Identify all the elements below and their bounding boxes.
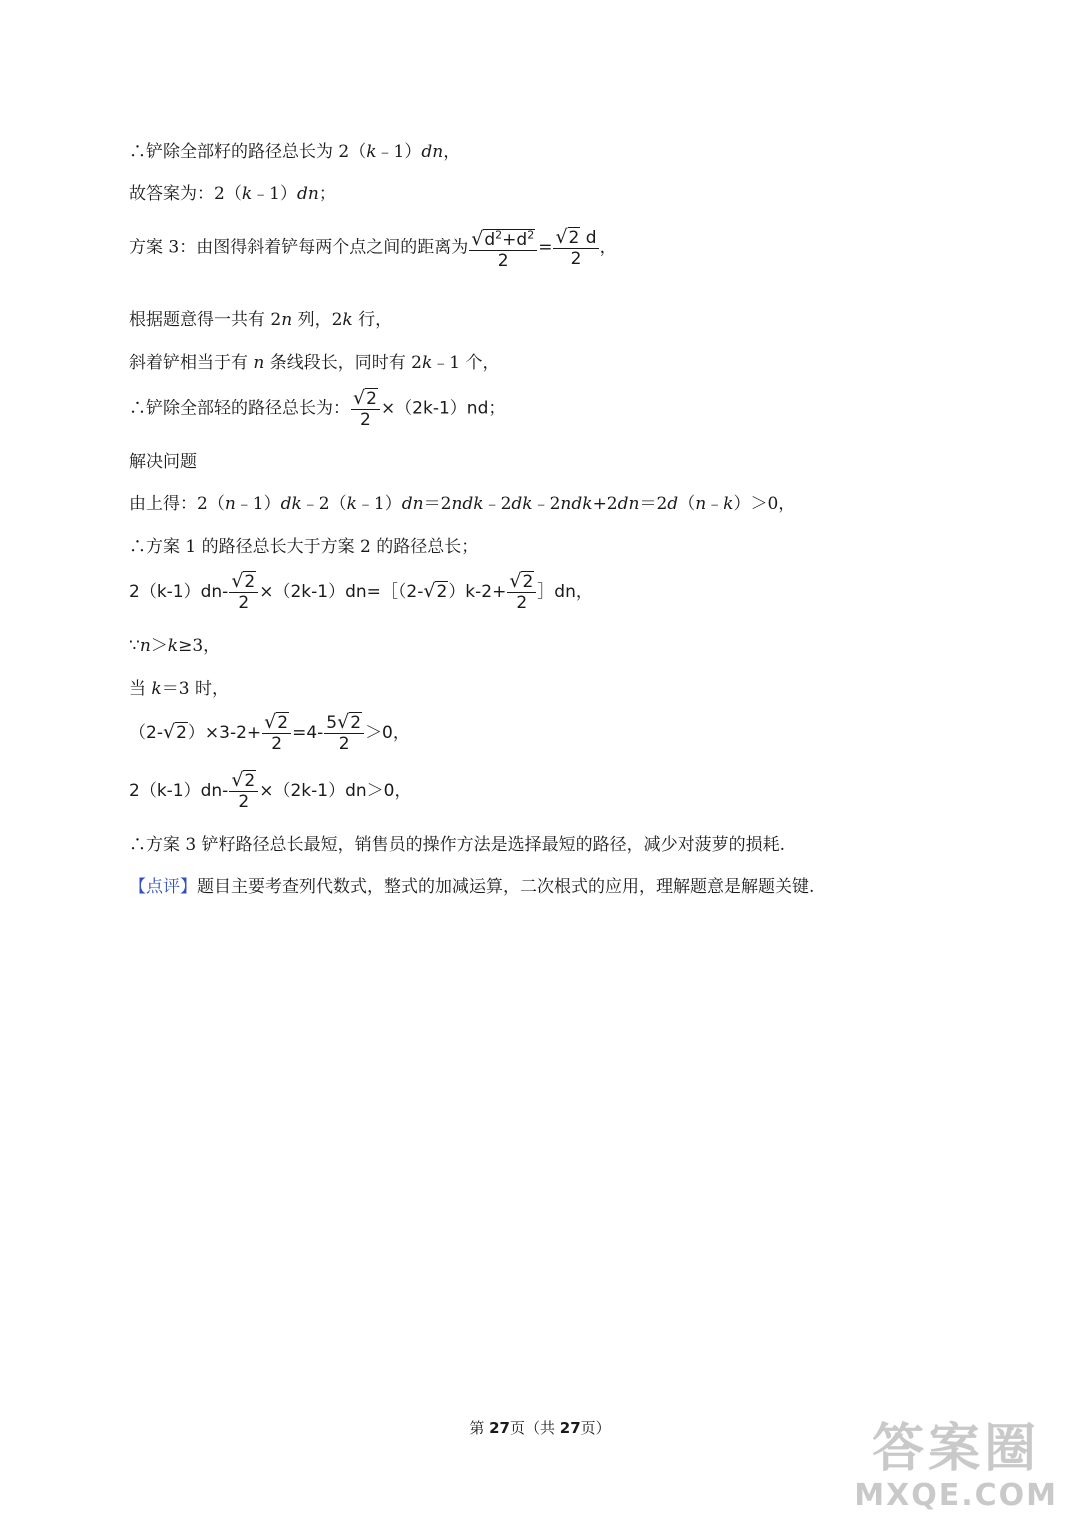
coefficient: 5 [326, 713, 338, 733]
comment-tag: 【点评】 [129, 877, 197, 897]
text: =4- [292, 723, 324, 743]
sqrt-icon: √ [231, 570, 244, 592]
text: 故答案为：2（ [129, 184, 242, 204]
var: k [723, 494, 734, 514]
text: ∴铲除全部籽的路径总长为 2（ [129, 142, 367, 162]
sqrt-icon: √ [471, 227, 484, 250]
line-9 [129, 535, 478, 559]
text: ﹣2 [532, 494, 561, 514]
line-15 [129, 833, 785, 857]
line-6 [129, 388, 505, 430]
text: d [580, 227, 597, 248]
denominator: 2 [238, 593, 250, 613]
text: ＞ [150, 636, 168, 656]
text: ﹣2（ [301, 494, 347, 514]
text: 2（k-1）dn- [129, 781, 229, 801]
radicand: 2 [366, 389, 377, 409]
text: ∴铲除全部轻的路径总长为： [129, 398, 350, 419]
sqrt-icon: √ [231, 769, 244, 791]
var-dn: dn [421, 142, 444, 162]
text: ）＞0， [733, 494, 796, 514]
line-7 [129, 450, 197, 474]
text: ﹣1） [376, 142, 422, 162]
denominator: 2 [338, 734, 350, 754]
denominator: 2 [516, 593, 528, 613]
equals: = [538, 237, 553, 258]
text: 题目主要考查列代数式，整式的加减运算，二次根式的应用，理解题意是解题关键. [197, 877, 815, 897]
fraction-sqrt2-over-2 [229, 770, 258, 812]
text: ﹣1 个， [432, 353, 500, 373]
text: 斜着铲相当于有 [129, 353, 254, 373]
fraction-sqrt2-over-2 [507, 571, 536, 613]
fraction-distance [469, 225, 537, 271]
fraction-5sqrt2-over-2 [324, 712, 364, 754]
text: ＝3 时， [161, 679, 229, 699]
text: d [484, 229, 496, 250]
text: ）k-2+ [448, 582, 507, 602]
exponent: 2 [495, 228, 503, 241]
line-12 [129, 677, 229, 701]
text: ）×3-2+ [187, 723, 262, 743]
text: ×（2k-1）dn＞0， [259, 781, 412, 801]
sqrt-icon: √ [337, 711, 350, 733]
line-8 [129, 492, 795, 516]
denominator: 2 [497, 250, 509, 271]
text: ×（2k-1）nd； [380, 398, 506, 419]
var-n: n [253, 353, 265, 373]
text: （2- [129, 723, 163, 743]
text: ﹣1） [235, 494, 281, 514]
fraction-sqrt2-over-2 [229, 571, 258, 613]
section-heading: 解决问题 [129, 452, 197, 472]
page-total: 27 [559, 1419, 581, 1437]
var-k: k [151, 679, 162, 699]
text: 行， [352, 310, 393, 330]
sqrt-icon: √ [264, 711, 277, 733]
var: d [667, 494, 679, 514]
line-16 [129, 875, 814, 899]
text: ∴方案 1 的路径总长大于方案 2 的路径总长； [129, 537, 479, 557]
exponent: 2 [527, 228, 535, 241]
text: ﹣ [706, 494, 724, 514]
var-k: k [342, 310, 353, 330]
text: ×（2k-1）dn=［（2- [259, 582, 424, 602]
text: ﹣1） [252, 184, 297, 204]
var: ndk [560, 494, 593, 514]
var: dk [280, 494, 302, 514]
page-number: 27 [489, 1419, 510, 1437]
radicand: 2 [176, 723, 187, 743]
var-k: k [241, 184, 253, 204]
radicand: 2 [568, 227, 580, 248]
text: （ [678, 494, 696, 514]
var-dn: dn [296, 184, 319, 204]
text: 2（k-1）dn- [129, 582, 229, 602]
text: 列，2 [292, 310, 343, 330]
fraction-result [553, 227, 598, 269]
var-k: k [167, 636, 179, 656]
var: dk [511, 494, 533, 514]
denominator: 2 [360, 410, 371, 430]
denominator: 2 [271, 734, 283, 754]
var: dn [617, 494, 640, 514]
var: n [695, 494, 707, 514]
line-10 [129, 571, 593, 613]
text: ∴方案 3 铲籽路径总长最短，销售员的操作方法是选择最短的路径，减少对菠萝的损耗. [129, 835, 786, 855]
text: 第 [469, 1419, 490, 1437]
radicand: 2 [436, 582, 448, 602]
text: 由上得：2（ [129, 494, 225, 514]
text: ∵ [129, 636, 140, 656]
fraction-sqrt2-over-2 [262, 712, 291, 754]
line-2 [129, 182, 336, 206]
text: ， [443, 142, 461, 162]
text: 当 [129, 679, 152, 699]
sqrt-icon: √ [162, 721, 176, 743]
text: ﹣1） [356, 494, 402, 514]
line-13 [129, 712, 410, 754]
sqrt-icon: √ [423, 580, 436, 602]
text: ， [599, 237, 617, 258]
var: k [346, 494, 357, 514]
radicand: 2 [522, 572, 534, 592]
text: 条线段长，同时有 2 [264, 353, 422, 373]
watermark-text: 答案圈 [872, 1419, 1041, 1479]
watermark-logo [854, 1419, 1058, 1513]
text: 页） [580, 1419, 611, 1437]
denominator: 2 [570, 248, 582, 269]
text: ≥3， [178, 636, 221, 656]
text: +2 [592, 494, 618, 514]
line-11 [129, 634, 220, 658]
sqrt-icon: √ [555, 225, 568, 248]
watermark-url: MXQE.COM [854, 1478, 1058, 1513]
text: 根据题意得一共有 2 [129, 310, 282, 330]
line-1 [129, 140, 460, 164]
var-n: n [281, 310, 293, 330]
var-k: k [421, 353, 433, 373]
var-n: n [139, 636, 151, 656]
radicand: 2 [244, 771, 256, 791]
text: ﹣2 [483, 494, 512, 514]
var-k: k [366, 142, 377, 162]
text: ＝2 [423, 494, 452, 514]
radicand: 2 [350, 713, 362, 733]
fraction-sqrt2-over-2 [351, 388, 380, 430]
line-14 [129, 770, 412, 812]
var: dn [401, 494, 424, 514]
text: 页（共 [509, 1419, 560, 1437]
sqrt-icon: √ [509, 570, 522, 592]
denominator: 2 [238, 792, 250, 812]
text: ＝2 [639, 494, 668, 514]
var: ndk [451, 494, 484, 514]
text: +d [502, 229, 528, 250]
sqrt-icon: √ [353, 387, 366, 409]
text: ＞0， [365, 723, 410, 743]
var: n [224, 494, 236, 514]
radicand: 2 [277, 713, 289, 733]
text: ］dn， [537, 582, 593, 602]
line-3 [129, 225, 617, 271]
line-4 [129, 308, 392, 332]
text: ； [318, 184, 336, 204]
text: 方案 3：由图得斜着铲每两个点之间的距离为 [129, 237, 469, 258]
line-5 [129, 351, 500, 375]
radicand: 2 [244, 572, 256, 592]
